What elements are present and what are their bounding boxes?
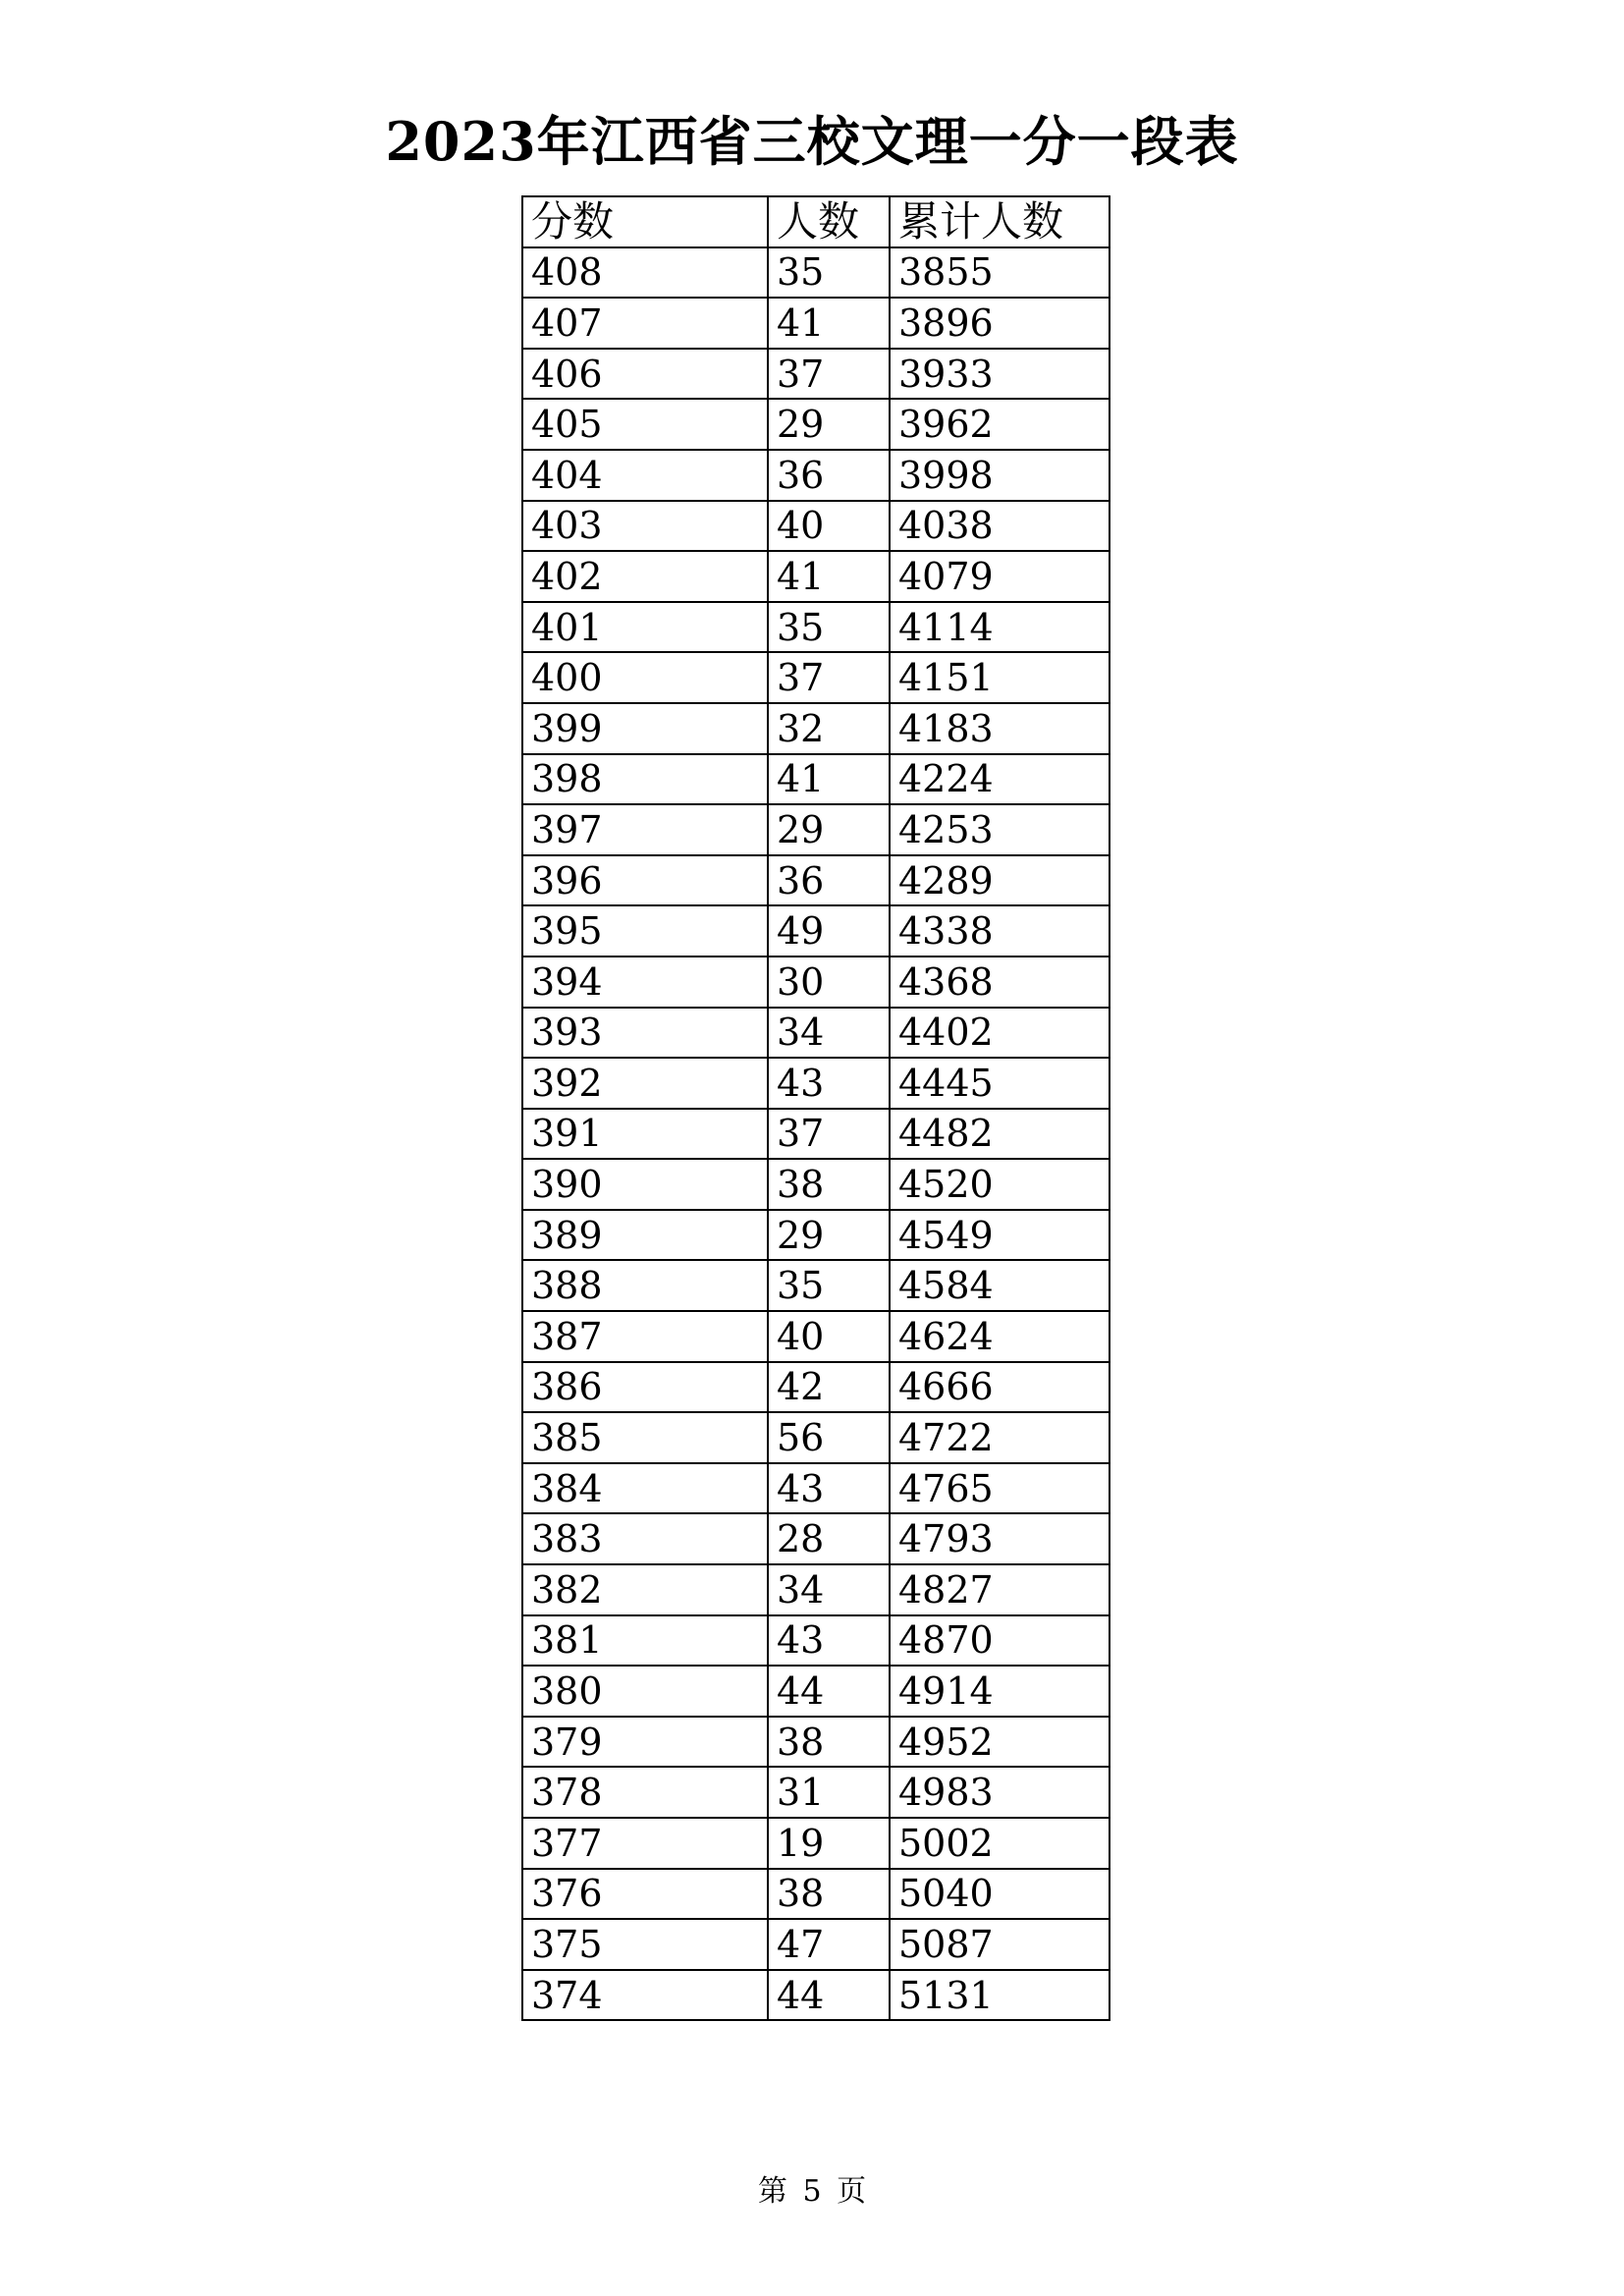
cell-score: 374: [522, 1970, 768, 2021]
cell-count: 41: [768, 754, 890, 805]
table-row: [522, 1919, 1110, 1970]
cell-count: 42: [768, 1362, 890, 1413]
cell-cumulative: 4914: [890, 1666, 1110, 1717]
cell-score: 408: [522, 247, 768, 299]
table-row: [522, 703, 1110, 754]
table-row: [522, 1412, 1110, 1463]
cell-cumulative: 4038: [890, 501, 1110, 552]
cell-score: 385: [522, 1412, 768, 1463]
cell-score: 395: [522, 905, 768, 957]
cell-cumulative: 4952: [890, 1717, 1110, 1768]
cell-cumulative: 4338: [890, 905, 1110, 957]
table-row: [522, 1362, 1110, 1413]
cell-cumulative: 5131: [890, 1970, 1110, 2021]
cell-cumulative: 4151: [890, 652, 1110, 703]
cell-cumulative: 4224: [890, 754, 1110, 805]
cell-cumulative: 4624: [890, 1311, 1110, 1362]
score-table: [521, 195, 1110, 2021]
cell-score: 377: [522, 1818, 768, 1869]
cell-score: 382: [522, 1564, 768, 1615]
cell-count: 47: [768, 1919, 890, 1970]
cell-score: 401: [522, 602, 768, 653]
cell-score: 406: [522, 349, 768, 400]
table-row: [522, 1615, 1110, 1667]
table-row: [522, 1008, 1110, 1059]
cell-count: 37: [768, 652, 890, 703]
cell-count: 29: [768, 399, 890, 450]
table-row: [522, 1767, 1110, 1818]
cell-cumulative: 4765: [890, 1463, 1110, 1514]
cell-cumulative: 3998: [890, 450, 1110, 501]
cell-cumulative: 3962: [890, 399, 1110, 450]
cell-cumulative: 4549: [890, 1210, 1110, 1261]
cell-cumulative: 4983: [890, 1767, 1110, 1818]
cell-count: 32: [768, 703, 890, 754]
cell-score: 402: [522, 551, 768, 602]
cell-score: 384: [522, 1463, 768, 1514]
table-row: [522, 1970, 1110, 2021]
cell-score: 391: [522, 1109, 768, 1160]
cell-score: 378: [522, 1767, 768, 1818]
cell-score: 381: [522, 1615, 768, 1667]
cell-count: 29: [768, 804, 890, 855]
cell-cumulative: 4114: [890, 602, 1110, 653]
cell-score: 400: [522, 652, 768, 703]
cell-count: 41: [768, 298, 890, 349]
cell-count: 35: [768, 1260, 890, 1311]
cell-count: 43: [768, 1463, 890, 1514]
cell-cumulative: 4482: [890, 1109, 1110, 1160]
header-count: 人数: [768, 196, 890, 247]
cell-cumulative: 4445: [890, 1058, 1110, 1109]
table-row: [522, 754, 1110, 805]
table-row: [522, 1513, 1110, 1564]
table-header: [522, 196, 1110, 247]
table-row: [522, 349, 1110, 400]
cell-count: 35: [768, 602, 890, 653]
table-row: [522, 1159, 1110, 1210]
table-row: [522, 247, 1110, 299]
table-row: [522, 1311, 1110, 1362]
cell-score: 407: [522, 298, 768, 349]
cell-cumulative: 4793: [890, 1513, 1110, 1564]
cell-count: 43: [768, 1058, 890, 1109]
page-number: 第 5 页: [757, 2174, 867, 2209]
table-body: [522, 247, 1110, 2021]
cell-cumulative: 4827: [890, 1564, 1110, 1615]
cell-count: 44: [768, 1666, 890, 1717]
cell-score: 403: [522, 501, 768, 552]
cell-cumulative: 5040: [890, 1869, 1110, 1920]
header-row: [522, 196, 1110, 247]
cell-count: 36: [768, 450, 890, 501]
table-row: [522, 905, 1110, 957]
table-row: [522, 1463, 1110, 1514]
cell-count: 38: [768, 1159, 890, 1210]
cell-count: 29: [768, 1210, 890, 1261]
cell-cumulative: 3855: [890, 247, 1110, 299]
cell-count: 34: [768, 1564, 890, 1615]
table-row: [522, 1260, 1110, 1311]
cell-cumulative: 4402: [890, 1008, 1110, 1059]
cell-cumulative: 3933: [890, 349, 1110, 400]
table-row: [522, 957, 1110, 1008]
cell-cumulative: 4368: [890, 957, 1110, 1008]
table-row: [522, 450, 1110, 501]
cell-cumulative: 4183: [890, 703, 1110, 754]
cell-count: 44: [768, 1970, 890, 2021]
cell-score: 405: [522, 399, 768, 450]
cell-count: 37: [768, 1109, 890, 1160]
table-row: [522, 551, 1110, 602]
table-row: [522, 1058, 1110, 1109]
table-row: [522, 1564, 1110, 1615]
table-row: [522, 1210, 1110, 1261]
table-row: [522, 804, 1110, 855]
cell-cumulative: 5087: [890, 1919, 1110, 1970]
cell-score: 386: [522, 1362, 768, 1413]
cell-score: 394: [522, 957, 768, 1008]
cell-score: 397: [522, 804, 768, 855]
cell-cumulative: 4584: [890, 1260, 1110, 1311]
cell-cumulative: 3896: [890, 298, 1110, 349]
cell-count: 43: [768, 1615, 890, 1667]
cell-cumulative: 4289: [890, 855, 1110, 906]
cell-score: 392: [522, 1058, 768, 1109]
cell-count: 41: [768, 551, 890, 602]
cell-score: 375: [522, 1919, 768, 1970]
table-row: [522, 652, 1110, 703]
cell-count: 56: [768, 1412, 890, 1463]
header-cumulative: 累计人数: [890, 196, 1110, 247]
cell-score: 380: [522, 1666, 768, 1717]
table-row: [522, 1717, 1110, 1768]
cell-count: 40: [768, 501, 890, 552]
cell-count: 38: [768, 1717, 890, 1768]
cell-count: 38: [768, 1869, 890, 1920]
table-row: [522, 501, 1110, 552]
cell-count: 40: [768, 1311, 890, 1362]
table-row: [522, 298, 1110, 349]
cell-score: 388: [522, 1260, 768, 1311]
table-row: [522, 1818, 1110, 1869]
cell-count: 30: [768, 957, 890, 1008]
cell-cumulative: 4253: [890, 804, 1110, 855]
cell-score: 399: [522, 703, 768, 754]
cell-cumulative: 4520: [890, 1159, 1110, 1210]
cell-score: 389: [522, 1210, 768, 1261]
table-row: [522, 1666, 1110, 1717]
cell-count: 36: [768, 855, 890, 906]
cell-score: 376: [522, 1869, 768, 1920]
cell-count: 28: [768, 1513, 890, 1564]
cell-count: 31: [768, 1767, 890, 1818]
cell-count: 34: [768, 1008, 890, 1059]
page-title: 2023年江西省三校文理一分一段表: [385, 110, 1239, 173]
cell-score: 387: [522, 1311, 768, 1362]
cell-score: 383: [522, 1513, 768, 1564]
cell-count: 35: [768, 247, 890, 299]
table-row: [522, 1869, 1110, 1920]
cell-score: 379: [522, 1717, 768, 1768]
table-row: [522, 602, 1110, 653]
cell-score: 398: [522, 754, 768, 805]
cell-count: 49: [768, 905, 890, 957]
cell-score: 396: [522, 855, 768, 906]
header-score: 分数: [522, 196, 768, 247]
cell-cumulative: 4722: [890, 1412, 1110, 1463]
cell-score: 393: [522, 1008, 768, 1059]
table-row: [522, 399, 1110, 450]
cell-count: 19: [768, 1818, 890, 1869]
cell-cumulative: 4666: [890, 1362, 1110, 1413]
cell-cumulative: 4870: [890, 1615, 1110, 1667]
cell-score: 390: [522, 1159, 768, 1210]
table-row: [522, 1109, 1110, 1160]
table-row: [522, 855, 1110, 906]
cell-count: 37: [768, 349, 890, 400]
cell-cumulative: 4079: [890, 551, 1110, 602]
cell-score: 404: [522, 450, 768, 501]
cell-cumulative: 5002: [890, 1818, 1110, 1869]
